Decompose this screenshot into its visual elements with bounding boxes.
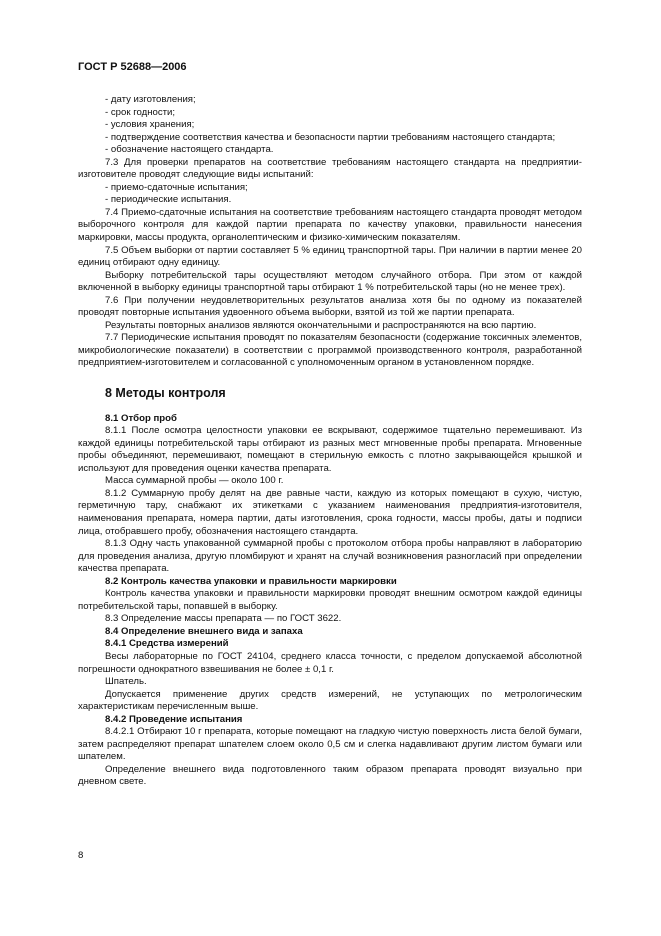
paragraph: Контроль качества упаковки и правильности маркировки проводят внешним осмотром каждой единицы потребительской тары, попавшей в выборку. — [78, 588, 582, 612]
subsection-heading: 8.4.2 Проведение испытания — [105, 713, 243, 725]
paragraph: Выборку потребительской тары осуществляют методом случайного отбора. При этом от каждой включенной в выборку единицы транспортной тары отбирают 1 % потребительской тары (но не менее трех). — [78, 269, 582, 294]
paragraph: 7.5 Объем выборки от партии составляет 5 % единиц транспортной тары. При наличии в партии менее 20 единиц отбирают одну единицу. — [78, 244, 582, 269]
paragraph: Результаты повторных анализов являются окончательными и распространяются на всю партию. — [105, 319, 537, 331]
paragraph: 7.7 Периодические испытания проводят по показателям безопасности (содержание токсичных элементов, микробиологические показатели) в соответствии с программой производственного контроля, разработанной предприятием-изготовителем и согласованной с уполномоченным органом в установленном порядке. — [78, 332, 582, 369]
subsection-heading: 8.2 Контроль качества упаковки и правильности маркировки — [105, 575, 397, 587]
paragraph: 8.1.3 Одну часть упакованной суммарной пробы с протоколом отбора пробы направляют в лабораторию для проведения анализа, другую пломбируют и хранят на случай возникновения разногласий при определении качества препарата. — [78, 538, 582, 575]
paragraph: Шпатель. — [105, 676, 147, 688]
paragraph: 8.1.1 После осмотра целостности упаковки ее вскрывают, содержимое тщательно перемешивают. Из каждой единицы потребительской тары отбирают из разных мест мгновенные пробы препарата. Мгновенные пробы объединяют, перемешивают, помещают в стерильную емкость с плотно закрывающейся крышкой и используют для проведения оценки качества препарата. — [78, 425, 582, 474]
paragraph: Весы лабораторные по ГОСТ 24104, среднего класса точности, с пределом допускаемой абсолютной погрешности однократного взвешивания не более ± 0,1 г. — [78, 650, 582, 675]
document-body — [78, 94, 582, 789]
document-header: ГОСТ Р 52688—2006 — [78, 61, 187, 73]
section-heading: 8 Методы контроля — [105, 386, 226, 401]
paragraph: 7.6 При получении неудовлетворительных результатов анализа хотя бы по одному из показателей проводят повторные испытания удвоенного объема выборки, взятой из той же партии препарата. — [78, 294, 582, 319]
paragraph: - срок годности; — [105, 106, 176, 118]
paragraph: - условия хранения; — [105, 119, 195, 131]
page-number: 8 — [78, 850, 84, 861]
paragraph: Масса суммарной пробы — около 100 г. — [105, 475, 284, 487]
paragraph: 8.1.2 Суммарную пробу делят на две равные части, каждую из которых помещают в сухую, чистую, герметичную тару, снабжают их этикетками с указанием наименования предприятия-изготовителя, наименования препарата, номера партии, даты изготовления, срока годности, массы пробы, даты и подписи лица, отобравшего пробу, обозначения настоящего стандарта. — [78, 487, 582, 537]
subsection-heading: 8.4.1 Средства измерений — [105, 638, 229, 650]
paragraph: 8.4.2.1 Отбирают 10 г препарата, которые помещают на гладкую чистую поверхность листа белой бумаги, затем распределяют препарат шпателем слоем около 0,5 см и слегка надавливают другим листом бумаги или шпателем. — [78, 726, 582, 763]
paragraph: 7.4 Приемо-сдаточные испытания на соответствие требованиям настоящего стандарта проводят методом выборочного контроля для каждой партии препарата по качеству упаковки, правильности нанесения маркировки, массы продукта, органолептическим и физико-химическим показателям. — [78, 206, 582, 244]
paragraph: Допускается применение других средств измерений, не уступающих по метрологическим характеристикам перечисленным выше. — [78, 688, 582, 713]
paragraph: - подтверждение соответствия качества и безопасности партии требованиям настоящего стандарта; — [105, 131, 556, 143]
paragraph: - приемо-сдаточные испытания; — [105, 181, 248, 193]
paragraph: 8.3 Определение массы препарата — по ГОСТ 3622. — [105, 613, 342, 625]
paragraph: - периодические испытания. — [105, 194, 232, 206]
subsection-heading: 8.1 Отбор проб — [105, 412, 177, 424]
subsection-heading: 8.4 Определение внешнего вида и запаха — [105, 625, 303, 637]
paragraph: - обозначение настоящего стандарта. — [105, 144, 274, 156]
paragraph: 7.3 Для проверки препаратов на соответствие требованиям настоящего стандарта на предприятии-изготовителе проводят следующие виды испытаний: — [78, 156, 582, 181]
paragraph: Определение внешнего вида подготовленного таким образом препарата проводят визуально при дневном свете. — [78, 763, 582, 788]
paragraph: - дату изготовления; — [105, 94, 196, 105]
